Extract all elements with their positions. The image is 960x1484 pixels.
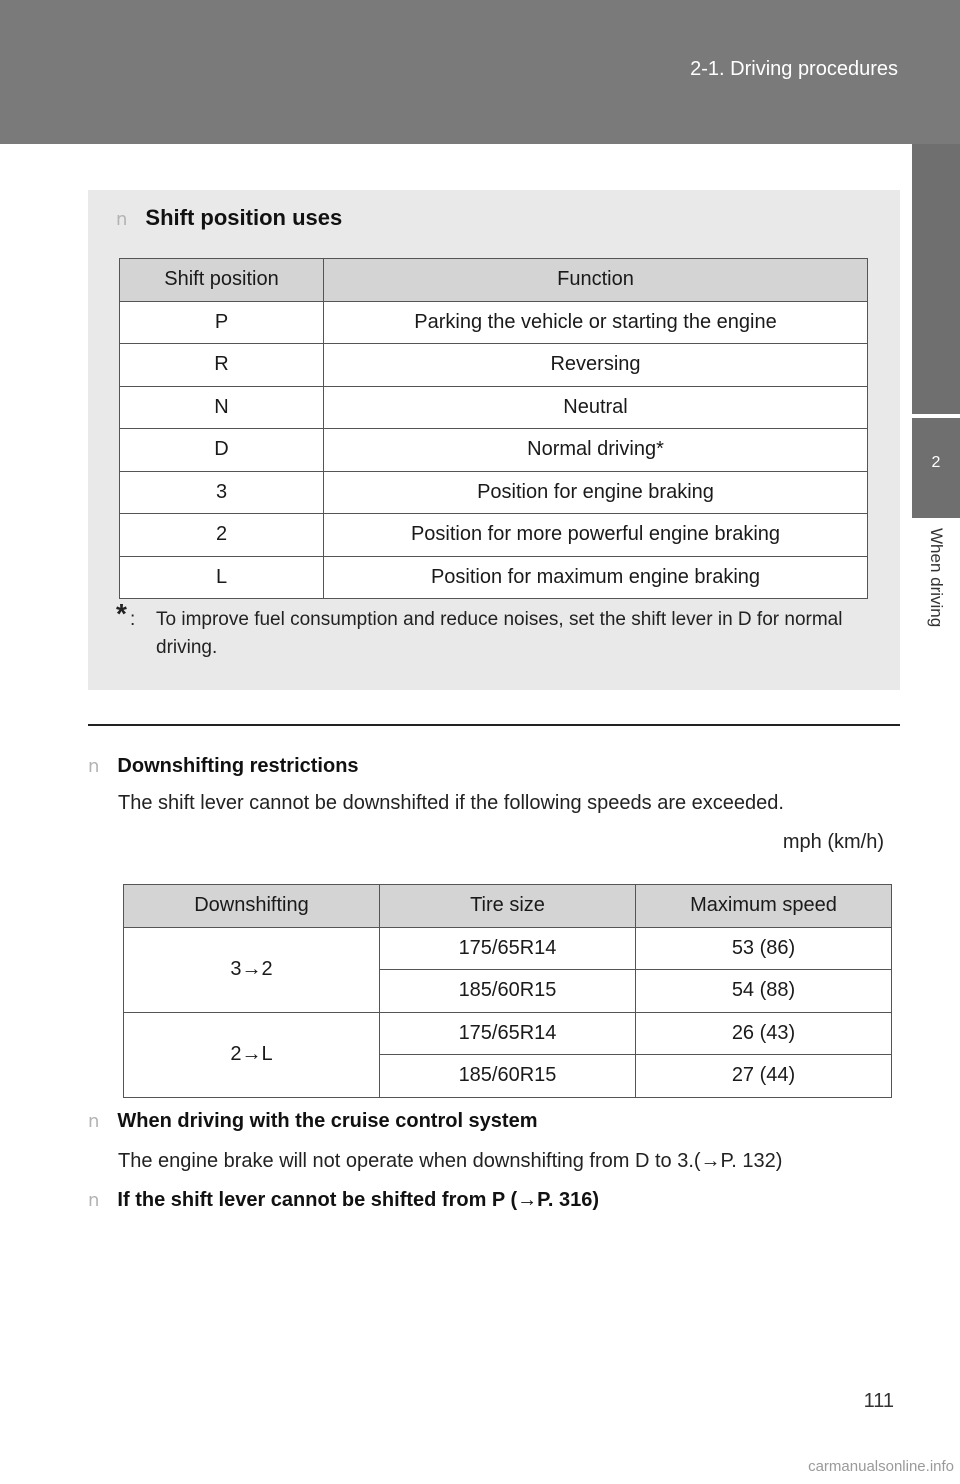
bullet-icon: n (116, 209, 128, 230)
max-speed-cell: 26 (43) (636, 1012, 892, 1055)
shift-from-p-heading (88, 1189, 599, 1212)
function-cell: Parking the vehicle or starting the engine (324, 301, 868, 344)
downshifting-heading (88, 755, 359, 778)
function-cell: Reversing (324, 344, 868, 387)
table-row (120, 471, 868, 514)
divider (88, 724, 900, 726)
shift-from-p-title: If the shift lever cannot be shifted from P (→P. 316) (117, 1189, 600, 1211)
page-number: 111 (863, 1390, 894, 1412)
shift-position-cell: R (120, 344, 324, 387)
table-row (120, 429, 868, 472)
downshifting-text: The shift lever cannot be downshifted if the following speeds are exceeded. (118, 792, 784, 814)
function-cell: Position for maximum engine braking (324, 556, 868, 599)
function-cell: Position for engine braking (324, 471, 868, 514)
function-cell: Normal driving* (324, 429, 868, 472)
shift-uses-title: Shift position uses (145, 205, 343, 230)
cruise-heading (88, 1110, 538, 1133)
function-cell: Neutral (324, 386, 868, 429)
table-row (120, 386, 868, 429)
footnote-text: To improve fuel consumption and reduce noises, set the shift lever in D for normal driving. (156, 609, 843, 658)
column-header: Function (324, 259, 868, 302)
table-row (120, 514, 868, 557)
tire-size-cell: 185/60R15 (380, 1055, 636, 1098)
column-header: Maximum speed (636, 885, 892, 928)
column-header: Tire size (380, 885, 636, 928)
max-speed-cell: 27 (44) (636, 1055, 892, 1098)
shift-position-cell: P (120, 301, 324, 344)
chapter-number-tab[interactable]: 2 (912, 414, 960, 518)
footnote-mark: * (116, 598, 127, 629)
cruise-text: The engine brake will not operate when downshifting from D to 3.(→P. 132) (118, 1150, 783, 1172)
table-header-row (120, 259, 868, 302)
downshift-cell: 3→2 (124, 927, 380, 1012)
shift-position-cell: D (120, 429, 324, 472)
downshifting-title: Downshifting restrictions (117, 755, 359, 777)
max-speed-cell: 54 (88) (636, 970, 892, 1013)
cruise-title: When driving with the cruise control system (117, 1110, 538, 1132)
shift-position-cell: 2 (120, 514, 324, 557)
tire-size-cell: 175/65R14 (380, 1012, 636, 1055)
downshifting-table (123, 884, 892, 1098)
tire-size-cell: 185/60R15 (380, 970, 636, 1013)
side-tab-top (912, 144, 960, 414)
table-row (124, 1012, 892, 1055)
shift-position-cell: 3 (120, 471, 324, 514)
shift-position-cell: L (120, 556, 324, 599)
max-speed-cell: 53 (86) (636, 927, 892, 970)
bullet-icon: n (88, 1190, 100, 1211)
footnote-colon: : (130, 609, 136, 630)
footnote (116, 598, 876, 662)
table-header-row (124, 885, 892, 928)
column-header: Shift position (120, 259, 324, 302)
function-cell: Position for more powerful engine braking (324, 514, 868, 557)
shift-position-cell: N (120, 386, 324, 429)
bullet-icon: n (88, 1111, 100, 1132)
column-header: Downshifting (124, 885, 380, 928)
section-title: 2-1. Driving procedures (690, 58, 898, 80)
downshift-cell: 2→L (124, 1012, 380, 1097)
table-row (124, 927, 892, 970)
chapter-label: When driving (927, 528, 946, 628)
watermark: carmanualsonline.info (808, 1458, 954, 1475)
table-row (120, 556, 868, 599)
bullet-icon: n (88, 756, 100, 777)
speed-units: mph (km/h) (782, 831, 884, 853)
table-row (120, 301, 868, 344)
shift-uses-heading (116, 205, 342, 231)
shift-position-table (119, 258, 868, 599)
table-row (120, 344, 868, 387)
chapter-label-tab (912, 518, 960, 690)
tire-size-cell: 175/65R14 (380, 927, 636, 970)
